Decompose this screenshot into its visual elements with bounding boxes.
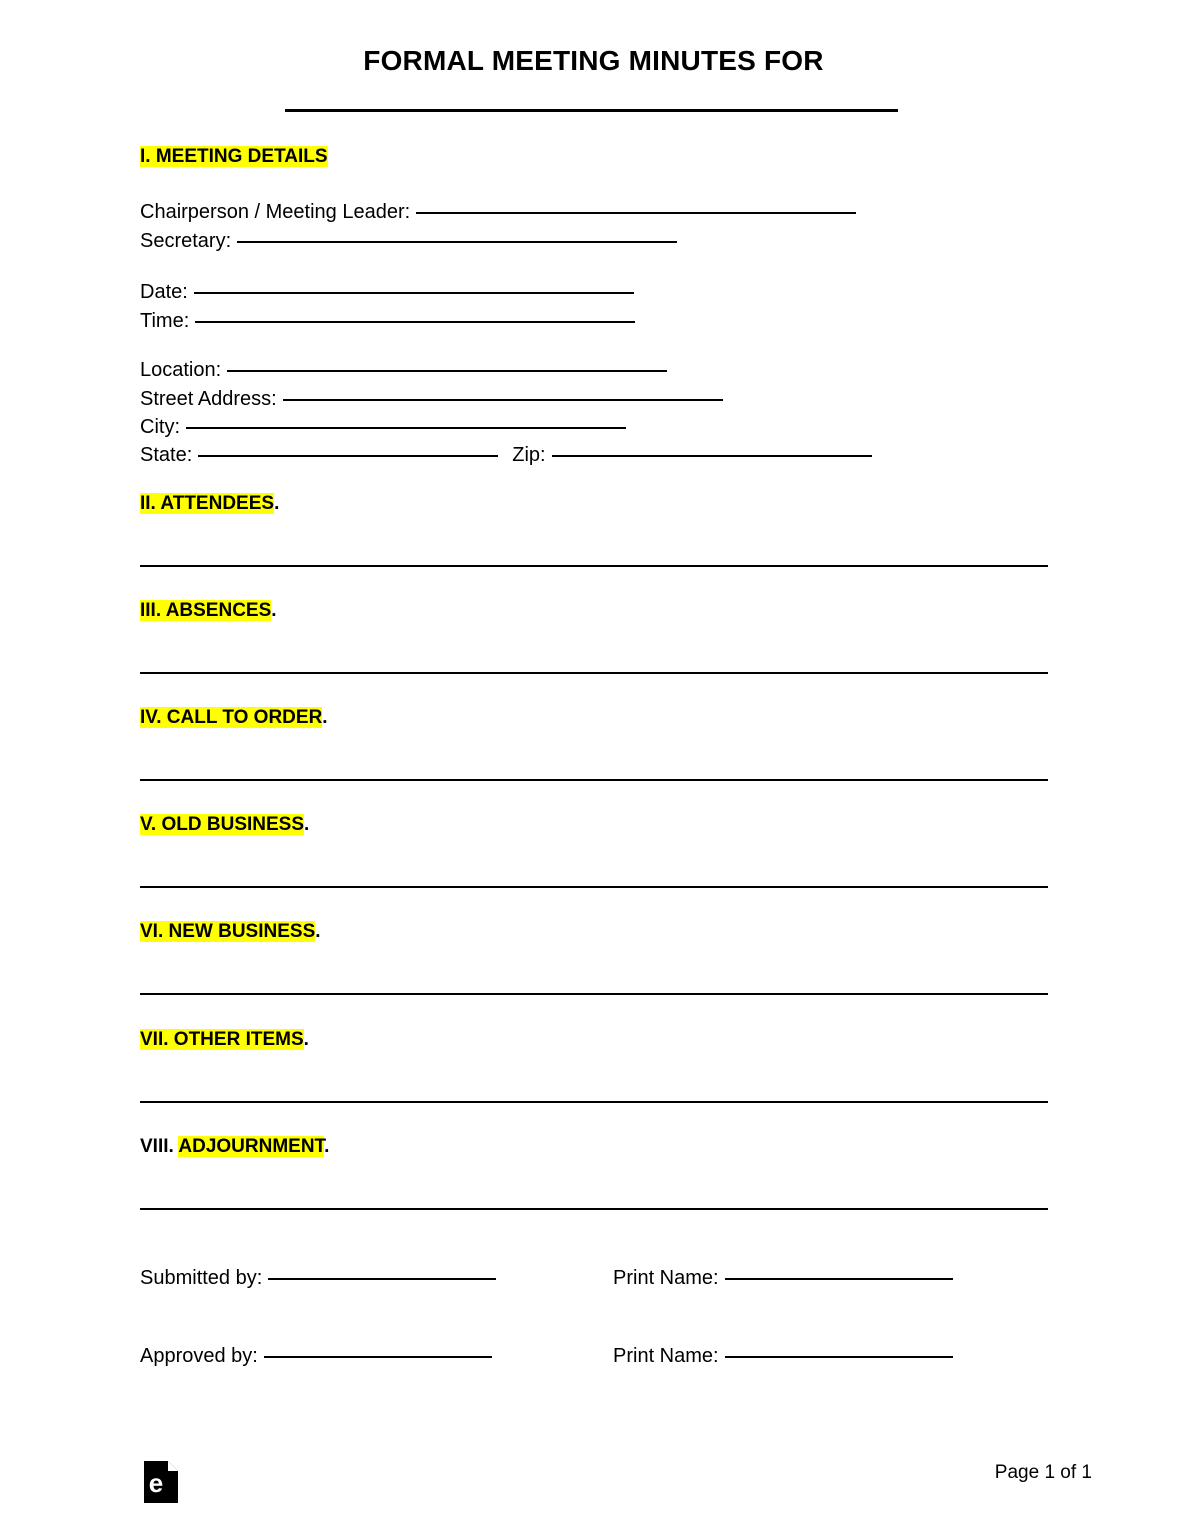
section-heading-attendees <box>140 492 279 516</box>
field-zip-input[interactable] <box>552 455 872 457</box>
field-submitted-by-input[interactable] <box>268 1278 496 1280</box>
section-heading-other-items-text: VII. OTHER ITEMS <box>140 1029 304 1050</box>
section-heading-adjournment-prefix: VIII. <box>140 1136 179 1157</box>
section-heading-absences <box>140 599 277 623</box>
field-chairperson <box>140 199 856 226</box>
section-heading-call-to-order-suffix: . <box>322 707 328 728</box>
section-heading-absences-text: III. ABSENCES <box>140 600 272 621</box>
field-location-input[interactable] <box>227 370 667 372</box>
field-location <box>140 357 667 384</box>
section-heading-call-to-order <box>140 706 328 730</box>
section-heading-new-business <box>140 920 321 944</box>
field-date-input[interactable] <box>194 292 634 294</box>
field-submitted-print-name-label: Print Name: <box>613 1267 719 1289</box>
field-state-input[interactable] <box>198 455 498 457</box>
eforms-logo-letter: e <box>148 1468 164 1498</box>
page-title: FORMAL MEETING MINUTES FOR <box>363 45 824 76</box>
field-submitted-by <box>140 1265 496 1292</box>
field-street-address-input[interactable] <box>283 399 723 401</box>
section-heading-other-items <box>140 1028 309 1052</box>
field-city <box>140 414 626 441</box>
eforms-document-icon[interactable] <box>144 1461 178 1503</box>
field-secretary-input[interactable] <box>237 241 677 243</box>
section-divider-old-business[interactable] <box>140 886 1048 888</box>
section-divider-absences[interactable] <box>140 672 1048 674</box>
field-submitted-print-name <box>613 1265 953 1292</box>
section-heading-old-business-text: V. OLD BUSINESS <box>140 814 305 835</box>
section-divider-other-items[interactable] <box>140 1101 1048 1103</box>
section-divider-adjournment[interactable] <box>140 1208 1048 1210</box>
field-street-address-label: Street Address: <box>140 388 277 410</box>
field-city-input[interactable] <box>186 427 626 429</box>
section-heading-old-business-suffix: . <box>304 814 310 835</box>
title-fill-in-rule[interactable] <box>285 109 898 112</box>
field-chairperson-input[interactable] <box>416 212 856 214</box>
field-zip-label: Zip: <box>512 444 546 466</box>
field-approved-by <box>140 1343 492 1370</box>
field-secretary-label: Secretary: <box>140 230 232 252</box>
section-heading-meeting-details-text: I. MEETING DETAILS <box>140 146 328 167</box>
field-state-label: State: <box>140 444 193 466</box>
section-heading-adjournment-suffix: . <box>324 1136 330 1157</box>
section-divider-new-business[interactable] <box>140 993 1048 995</box>
field-approved-print-name-input[interactable] <box>725 1356 953 1358</box>
field-state-zip <box>140 442 872 469</box>
field-time-label: Time: <box>140 310 190 332</box>
page-number: Page 1 of 1 <box>994 1462 1092 1483</box>
field-location-label: Location: <box>140 359 222 381</box>
field-time-input[interactable] <box>195 321 635 323</box>
section-heading-new-business-suffix: . <box>315 921 321 942</box>
field-date-label: Date: <box>140 281 188 303</box>
field-date <box>140 279 634 306</box>
section-heading-adjournment-text: ADJOURNMENT <box>178 1136 325 1157</box>
field-chairperson-label: Chairperson / Meeting Leader: <box>140 201 411 223</box>
field-secretary <box>140 228 677 255</box>
section-heading-other-items-suffix: . <box>303 1029 309 1050</box>
field-street-address <box>140 386 723 413</box>
section-heading-meeting-details <box>140 145 328 169</box>
field-approved-print-name <box>613 1343 953 1370</box>
field-time <box>140 308 635 335</box>
section-heading-call-to-order-text: IV. CALL TO ORDER <box>140 707 323 728</box>
section-heading-new-business-text: VI. NEW BUSINESS <box>140 921 316 942</box>
section-heading-adjournment <box>140 1135 329 1159</box>
section-divider-call-to-order[interactable] <box>140 779 1048 781</box>
section-divider-attendees[interactable] <box>140 565 1048 567</box>
section-heading-absences-suffix: . <box>271 600 277 621</box>
field-approved-by-label: Approved by: <box>140 1345 258 1367</box>
field-submitted-print-name-input[interactable] <box>725 1278 953 1280</box>
field-approved-by-input[interactable] <box>264 1356 492 1358</box>
section-heading-attendees-text: II. ATTENDEES <box>140 493 275 514</box>
field-city-label: City: <box>140 416 180 438</box>
field-submitted-by-label: Submitted by: <box>140 1267 263 1289</box>
section-heading-attendees-suffix: . <box>274 493 280 514</box>
field-approved-print-name-label: Print Name: <box>613 1345 719 1367</box>
section-heading-old-business <box>140 813 309 837</box>
